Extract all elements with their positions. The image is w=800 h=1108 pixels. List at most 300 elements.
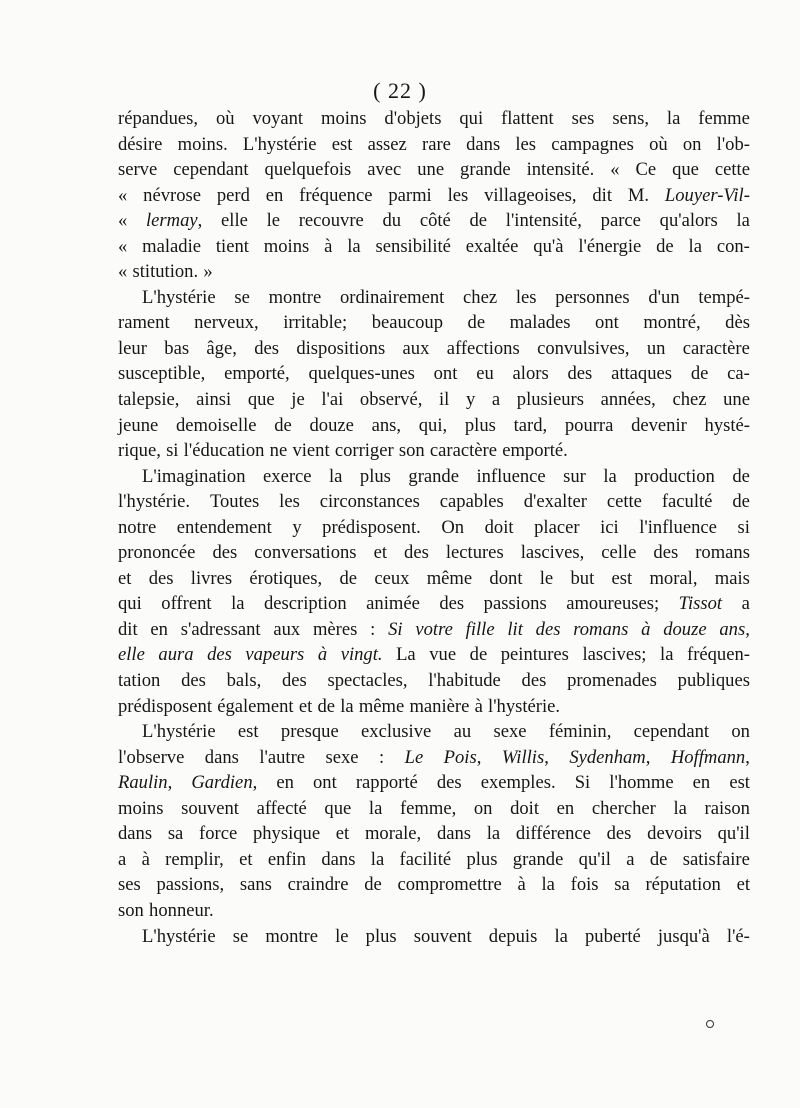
word: prononcée [118, 542, 196, 564]
word: voyant [252, 108, 304, 129]
word: si [737, 516, 750, 538]
word: son [118, 899, 144, 921]
text-line [118, 489, 750, 515]
text-line [118, 157, 750, 183]
word: du [382, 210, 402, 232]
word: réputation [645, 874, 721, 896]
word: la [368, 797, 383, 819]
word: compromettre [397, 874, 502, 896]
word: L'hystérie [242, 133, 317, 155]
word: mères [312, 618, 358, 640]
word: honneur. [149, 899, 214, 921]
word: en [276, 772, 294, 794]
word: de [469, 210, 488, 232]
word: l'observe [118, 746, 185, 768]
word: et [118, 567, 132, 589]
word: que [324, 797, 352, 819]
word: des [521, 670, 547, 692]
word: les [279, 491, 300, 513]
word: Gardien, [191, 772, 258, 794]
word: a [491, 389, 501, 411]
word: avec [367, 159, 402, 181]
word: dès [725, 312, 750, 334]
word: je [291, 389, 305, 411]
word: le [539, 567, 554, 589]
word: souvent [413, 925, 472, 947]
word: vient [292, 440, 330, 462]
word: fois [570, 874, 599, 896]
word: presque [280, 721, 339, 743]
word: moins [118, 797, 164, 819]
word: la [554, 925, 568, 947]
word: souvent [181, 797, 239, 819]
word: les [515, 286, 537, 308]
word: féminin, [548, 721, 612, 743]
word: montre [268, 286, 322, 308]
word: de [732, 465, 750, 487]
word: On [441, 516, 465, 538]
word: production [634, 465, 715, 487]
word: l'ob- [716, 133, 750, 155]
word: des [181, 670, 206, 692]
word: circonstances [319, 491, 420, 513]
text-line [118, 438, 750, 464]
word: névrose [143, 184, 201, 206]
word: affections [446, 337, 520, 359]
word: bals, [226, 670, 262, 692]
text-line [118, 694, 750, 720]
word: qu'il [717, 823, 750, 845]
word: le [266, 210, 281, 232]
word: et [298, 695, 313, 717]
word: offrent [161, 593, 212, 615]
word: eu [476, 363, 494, 385]
word: corriger [334, 440, 394, 462]
word: ans, [371, 414, 402, 436]
word: qui, [418, 414, 448, 436]
word: passions, [156, 874, 225, 896]
word: lermay, [146, 210, 203, 232]
word: prédisposent [118, 695, 212, 717]
word: recouvre [298, 210, 364, 232]
word: son [398, 440, 425, 462]
word: remplir, [165, 848, 224, 870]
word: craindre [287, 874, 349, 896]
word: chercher [591, 797, 656, 819]
word: dit [592, 184, 613, 206]
text-line [118, 413, 750, 439]
word: moins [321, 108, 367, 129]
word: dispositions [296, 337, 386, 359]
word: de [656, 235, 674, 257]
word: entendement [176, 516, 272, 538]
word: « [118, 184, 128, 206]
word: dans [321, 848, 356, 870]
word: ainsi [196, 389, 232, 411]
text-line [118, 285, 750, 311]
text-line [118, 361, 750, 387]
word: l'influence [639, 516, 717, 538]
word: de [339, 567, 358, 589]
word: observé, [359, 389, 423, 411]
word: où [215, 108, 235, 129]
word: plus [464, 414, 496, 436]
word: douze [663, 618, 707, 640]
word: cette [606, 491, 642, 513]
word: femme, [399, 797, 457, 819]
page-number: ( 22 ) [373, 78, 427, 103]
word: lascives, [520, 542, 585, 564]
word: de [469, 644, 488, 666]
word: a [626, 848, 635, 870]
ink-speck [706, 1020, 714, 1028]
word: sensibilité [375, 235, 451, 257]
word: caractère [682, 337, 750, 359]
word: leur [118, 337, 147, 359]
word: dont [489, 567, 523, 589]
word: perd [216, 184, 250, 206]
word: se [232, 925, 249, 947]
word: Sydenham, [569, 746, 651, 768]
word: jeune [118, 414, 159, 436]
text-line [118, 719, 750, 745]
text-line [118, 515, 750, 541]
word: même [426, 567, 473, 589]
word: tient [215, 235, 249, 257]
word: notre [118, 516, 157, 538]
word: à [517, 874, 526, 896]
word: alors [512, 363, 549, 385]
word: dans [436, 823, 472, 845]
word: lit [507, 618, 523, 640]
word: « [118, 235, 128, 257]
word: répandues, [118, 108, 199, 129]
word: à [324, 235, 333, 257]
word: s'adressant [180, 618, 261, 640]
word: de [274, 414, 292, 436]
word: de [690, 363, 709, 385]
word: passions [483, 593, 547, 615]
word: parce [600, 210, 641, 232]
word: des [281, 670, 307, 692]
word: est [729, 772, 750, 794]
text-line [118, 745, 750, 771]
word: elle [118, 644, 145, 666]
word: la [736, 210, 750, 232]
text-line [118, 770, 750, 796]
word: cependant [173, 159, 249, 181]
word: montre [265, 925, 318, 947]
word: montré, [643, 312, 701, 334]
word: est [237, 721, 259, 743]
text-line [118, 924, 750, 950]
word: promenades [567, 670, 657, 692]
text-line [118, 132, 750, 158]
word: plusieurs [516, 389, 584, 411]
word: lectures [445, 542, 504, 564]
word: l'ai [321, 389, 344, 411]
word: emporté, [224, 363, 290, 385]
word: physique [252, 823, 321, 845]
word: animée [366, 593, 420, 615]
word: Hoffmann, [670, 746, 750, 768]
word: susceptible, [118, 363, 206, 385]
word: satisfaire [682, 848, 750, 870]
text-line [118, 617, 750, 643]
word: au [453, 721, 472, 743]
word: également [217, 695, 294, 717]
word: où [649, 133, 668, 155]
word: la [340, 695, 354, 717]
word: bas [164, 337, 190, 359]
word: La [396, 644, 416, 666]
word: moins. [177, 133, 228, 155]
word: prédisposent. [322, 516, 421, 538]
word: influence [476, 465, 546, 487]
word: aux [402, 337, 430, 359]
word: sans [239, 874, 272, 896]
word: ans, [719, 618, 750, 640]
word: convulsives, [537, 337, 630, 359]
word: dit [118, 618, 138, 640]
word: des [254, 337, 279, 359]
word: plus [365, 925, 397, 947]
word: parmi [388, 184, 432, 206]
word: qu'il [578, 848, 611, 870]
word: des [148, 567, 174, 589]
word: à [317, 644, 328, 666]
word: exerce [263, 465, 312, 487]
word: des [606, 823, 632, 845]
word: années, [600, 389, 656, 411]
word: nerveux, [194, 312, 259, 334]
word: en [150, 618, 168, 640]
word: romans [695, 542, 750, 564]
word: l'éducation [183, 440, 265, 462]
word: maladie [142, 235, 202, 257]
word: femme [698, 108, 750, 129]
word: aux [273, 618, 301, 640]
word: tation [118, 670, 161, 692]
word: conversations [254, 542, 357, 564]
word: sexe [493, 721, 527, 743]
word: fréquen- [687, 644, 750, 666]
word: la [231, 593, 245, 615]
word: âge, [206, 337, 237, 359]
word: « [610, 159, 620, 181]
word: et [335, 823, 350, 845]
word: sur [563, 465, 586, 487]
word: rique, [118, 440, 161, 462]
word: si [166, 440, 179, 462]
text-line [118, 336, 750, 362]
word: devenir [631, 414, 687, 436]
word: elle [221, 210, 248, 232]
word: rare [422, 133, 451, 155]
word: fille [465, 618, 495, 640]
word: à [474, 695, 483, 717]
word: « [118, 210, 128, 232]
word: capables [439, 491, 504, 513]
word: doit [484, 516, 514, 538]
word: les [515, 133, 537, 155]
word: jusqu'à [657, 925, 710, 947]
word: la [603, 465, 617, 487]
word: ne [269, 440, 288, 462]
word: cette [714, 159, 750, 181]
word: grande [460, 159, 511, 181]
word: douze [309, 414, 354, 436]
word: d'un [648, 286, 680, 308]
word: talepsie, [118, 389, 180, 411]
word: publiques [677, 670, 750, 692]
word: des [439, 593, 465, 615]
word: que [247, 389, 275, 411]
word: grande [512, 848, 564, 870]
word: emporté. [502, 440, 568, 462]
word: sa [167, 823, 184, 845]
word: ont [433, 363, 458, 385]
word: vingt. [340, 644, 383, 666]
word: depuis [488, 925, 538, 947]
word: la [370, 848, 385, 870]
word: facilité [399, 848, 452, 870]
word: romans [573, 618, 629, 640]
word: attaques [611, 363, 673, 385]
word: rament [118, 312, 170, 334]
word: ont [595, 312, 619, 334]
text-line [118, 821, 750, 847]
word: se [234, 286, 250, 308]
word: morale, [364, 823, 422, 845]
word: irritable; [283, 312, 348, 334]
word: l'intensité, [505, 210, 582, 232]
word: pourra [564, 414, 614, 436]
word: serve [118, 159, 158, 181]
word: des [653, 542, 679, 564]
word: celle [601, 542, 637, 564]
word: ca- [727, 363, 750, 385]
word: qui [459, 108, 484, 129]
word: tempé- [698, 286, 750, 308]
word: Louyer-Vil- [664, 184, 750, 206]
word: on [682, 133, 702, 155]
word: on [473, 797, 493, 819]
word: campagnes [551, 133, 634, 155]
word: que [672, 159, 699, 181]
word: chez [463, 286, 498, 308]
word: plus [466, 848, 498, 870]
text-line [118, 796, 750, 822]
word: Toutes [209, 491, 260, 513]
word: le [335, 925, 349, 947]
text-line [118, 259, 750, 285]
word: même [358, 695, 405, 717]
word: ses [118, 874, 141, 896]
word: malades [509, 312, 571, 334]
word: la [329, 465, 343, 487]
word: raison [704, 797, 750, 819]
word: force [199, 823, 238, 845]
word: L'hystérie [142, 925, 216, 947]
word: con- [716, 235, 750, 257]
word: et [373, 542, 387, 564]
word: est [331, 133, 353, 155]
word: l'hystérie. [488, 695, 561, 717]
word: des [567, 363, 593, 385]
word: dans [466, 133, 501, 155]
word: beaucoup [371, 312, 443, 334]
word: de [732, 491, 750, 513]
text-line [118, 668, 750, 694]
word: flattent [501, 108, 554, 129]
word: qui [118, 593, 142, 615]
word: tard, [513, 414, 548, 436]
word: l'habitude [428, 670, 501, 692]
word: but [570, 567, 595, 589]
word: ici [600, 516, 619, 538]
text-line [118, 566, 750, 592]
word: vue [429, 644, 457, 666]
word: » [203, 261, 213, 283]
text-line [118, 208, 750, 234]
word: exclusive [361, 721, 432, 743]
word: et [736, 874, 750, 896]
word: l'hystérie. [118, 491, 191, 513]
word: y [292, 516, 302, 538]
word: d'exalter [523, 491, 587, 513]
word: Pois, [443, 746, 482, 768]
word: de [467, 312, 486, 334]
text-line [118, 642, 750, 668]
word: les [447, 184, 469, 206]
word: moral, [649, 567, 698, 589]
word: de [364, 874, 382, 896]
word: sens, [612, 108, 649, 129]
word: la [486, 823, 501, 845]
text-line [118, 540, 750, 566]
word: en [692, 772, 711, 794]
word: L'hystérie [142, 286, 216, 308]
word: la [688, 235, 702, 257]
word: demoiselle [175, 414, 257, 436]
word: des [212, 542, 238, 564]
word: stitution. [132, 261, 199, 283]
word: et [239, 848, 253, 870]
word: plus [359, 465, 391, 487]
word: moins [263, 235, 310, 257]
word: ses [571, 108, 595, 129]
word: mais [714, 567, 750, 589]
word: spectacles, [327, 670, 408, 692]
word: description [264, 593, 347, 615]
word: vapeurs [245, 644, 305, 666]
body-text [118, 106, 750, 949]
word: affecté [256, 797, 307, 819]
word: a [118, 848, 127, 870]
word: personnes [555, 286, 630, 308]
word: l'énergie [578, 235, 642, 257]
word: Willis, [501, 746, 549, 768]
word: des [207, 644, 232, 666]
word: la [673, 797, 687, 819]
word: désire [118, 133, 163, 155]
word: un [646, 337, 666, 359]
word: il [439, 389, 450, 411]
word: Si [388, 618, 403, 640]
word: la [541, 874, 555, 896]
word: des [436, 772, 462, 794]
